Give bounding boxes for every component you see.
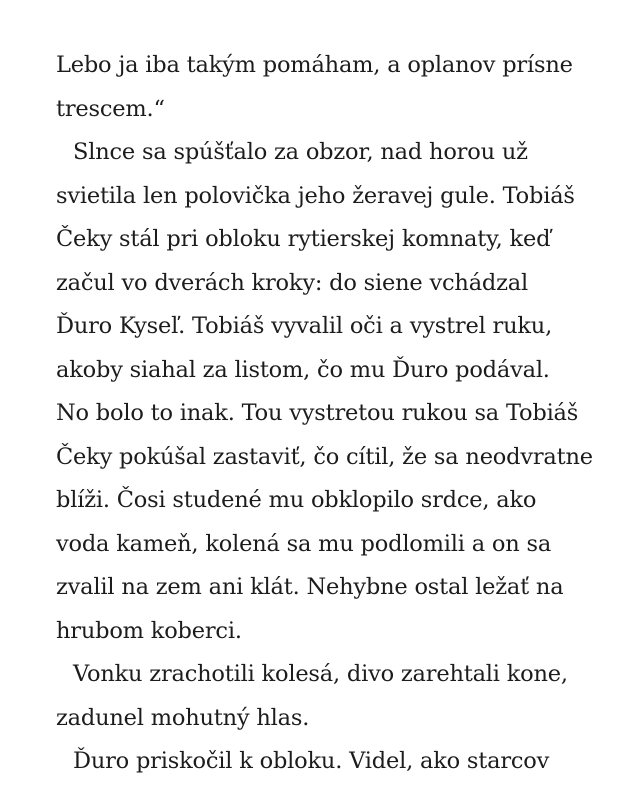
page-text <box>56 44 600 784</box>
text-line-14: hrubom koberci. <box>56 617 242 644</box>
text-line-1: Lebo ja iba takým pomáham, a oplanov prísne <box>56 52 573 78</box>
text-line-10: Čeky pokúšal zastaviť, čo cítil, že sa neodvratne <box>56 443 593 470</box>
text-line-5: Čeky stál pri obloku rytierskej komnaty, keď <box>56 226 551 252</box>
text-line-2: trescem.“ <box>56 95 165 122</box>
text-line-6: začul vo dverách kroky: do siene vchádzal <box>56 269 528 296</box>
text-line-3: Slnce sa spúšťalo za obzor, nad horou už <box>73 139 528 165</box>
text-line-12: voda kameň, kolená sa mu podlomili a on sa <box>56 530 552 557</box>
text-line-7: Ďuro Kyseľ. Tobiáš vyvalil oči a vystrel ruku, <box>56 313 553 339</box>
text-line-13: zvalil na zem ani klát. Nehybne ostal ležať na <box>56 574 564 600</box>
text-line-11: blíži. Čosi studené mu obklopilo srdce, ako <box>56 487 537 513</box>
text-line-4: svietila len polovička jeho žeravej gule. Tobiáš <box>56 182 575 209</box>
text-line-9: No bolo to inak. Tou vystretou rukou sa Tobiáš <box>56 400 579 426</box>
text-line-16: zadunel mohutný hlas. <box>56 704 310 731</box>
text-line-15: Vonku zrachotili kolesá, divo zarehtali kone, <box>73 661 568 687</box>
text-line-17: Ďuro priskočil k obloku. Videl, ako starcov <box>73 748 550 774</box>
text-line-8: akoby siahal za listom, čo mu Ďuro podával. <box>56 356 550 383</box>
